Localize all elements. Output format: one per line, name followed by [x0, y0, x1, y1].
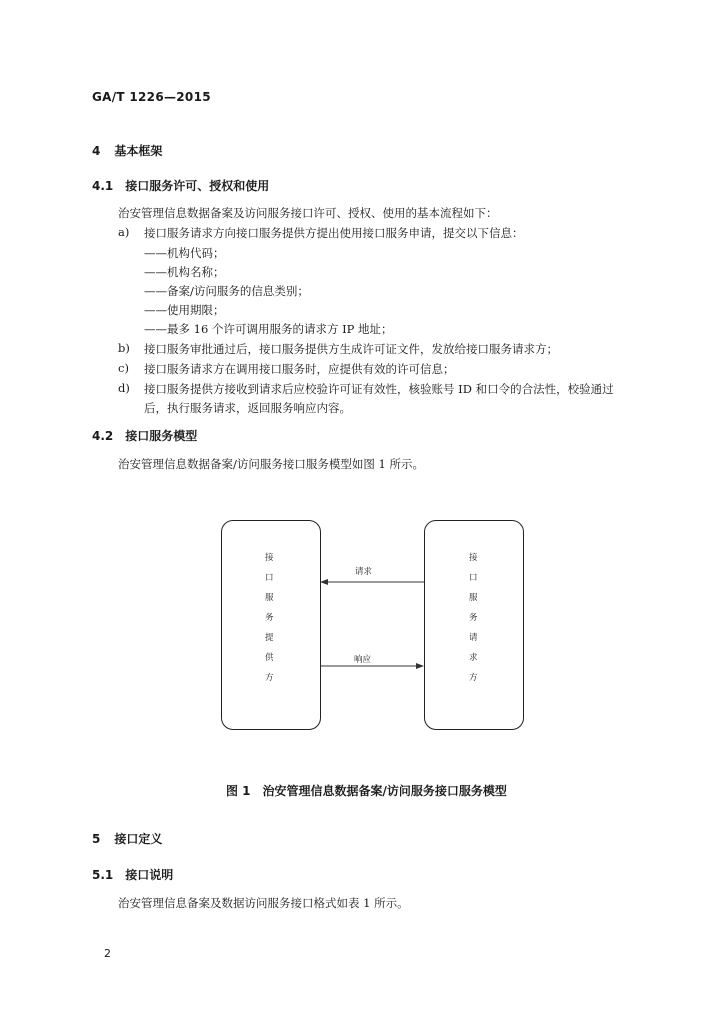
provider-label-char: 接: [265, 553, 274, 563]
section-4-2-heading: [92, 427, 197, 444]
section-title: 接口定义: [114, 832, 163, 846]
section-4-1-heading: [92, 177, 269, 194]
provider-label-char: 务: [265, 613, 274, 623]
requester-label-char: 口: [469, 573, 478, 583]
section-title: 基本框架: [114, 144, 163, 158]
list-label-c: c): [118, 361, 129, 375]
requester-label-char: 请: [469, 633, 478, 643]
provider-label-char: 方: [265, 673, 274, 683]
requester-label-char: 接: [469, 553, 478, 563]
response-arrow-label: 响应: [354, 655, 372, 665]
section-number: 4.2: [92, 429, 114, 443]
requester-label-char: 服: [469, 593, 478, 603]
section-number: 5.1: [92, 868, 114, 882]
section-number: 4: [92, 144, 101, 158]
list-item-c: 接口服务请求方在调用接口服务时，应提供有效的许可信息；: [144, 362, 455, 376]
section-5-1-heading: [92, 866, 173, 883]
list-item-b: 接口服务审批通过后，接口服务提供方生成许可证文件，发放给接口服务请求方；: [144, 342, 558, 356]
list-subitem: ——机构名称；: [144, 265, 225, 279]
list-label-a: a): [118, 225, 130, 239]
paragraph-5-1-intro: 治安管理信息备案及数据访问服务接口格式如表 1 所示。: [118, 896, 409, 910]
section-title: 接口说明: [125, 868, 174, 882]
list-subitem: ——备案/访问服务的信息类别；: [144, 284, 309, 298]
list-label-b: b): [118, 341, 130, 355]
provider-label-char: 服: [265, 593, 274, 603]
page-number: 2: [104, 947, 111, 960]
section-4-heading: [92, 142, 162, 159]
paragraph-4-2-intro: 治安管理信息数据备案/访问服务接口服务模型如图 1 所示。: [118, 457, 424, 471]
provider-label-char: 提: [265, 633, 274, 643]
figure-1-caption: 图 1 治安管理信息数据备案/访问服务接口服务模型: [226, 784, 507, 798]
provider-label-char: 供: [265, 653, 274, 663]
list-subitem: ——机构代码；: [144, 246, 225, 260]
list-item-a: 接口服务请求方向接口服务提供方提出使用接口服务申请，提交以下信息：: [144, 226, 524, 240]
section-title: 接口服务模型: [125, 429, 198, 443]
requester-label-char: 务: [469, 613, 478, 623]
provider-label-char: 口: [265, 573, 274, 583]
list-subitem: ——最多 16 个许可调用服务的请求方 IP 地址；: [144, 322, 393, 336]
request-arrow-label: 请求: [355, 567, 373, 577]
list-subitem: ——使用期限；: [144, 303, 225, 317]
paragraph-4-1-intro: 治安管理信息数据备案及访问服务接口许可、授权、使用的基本流程如下：: [118, 206, 498, 220]
list-item-d-continued: 后，执行服务请求，返回服务响应内容。: [144, 401, 351, 415]
requester-label-char: 求: [469, 653, 478, 663]
section-number: 5: [92, 832, 101, 846]
section-number: 4.1: [92, 179, 114, 193]
request-arrow: [320, 579, 424, 585]
requester-label-char: 方: [469, 673, 478, 683]
arrows-svg: [319, 572, 425, 672]
standard-number: GA/T 1226—2015: [92, 90, 211, 104]
list-item-d: 接口服务提供方接收到请求后应校验许可证有效性，核验账号 ID 和口令的合法性，校验通过: [144, 382, 614, 396]
section-title: 接口服务许可、授权和使用: [125, 179, 270, 193]
list-label-d: d): [118, 381, 130, 395]
response-arrow: [320, 663, 424, 669]
section-5-heading: [92, 830, 162, 847]
